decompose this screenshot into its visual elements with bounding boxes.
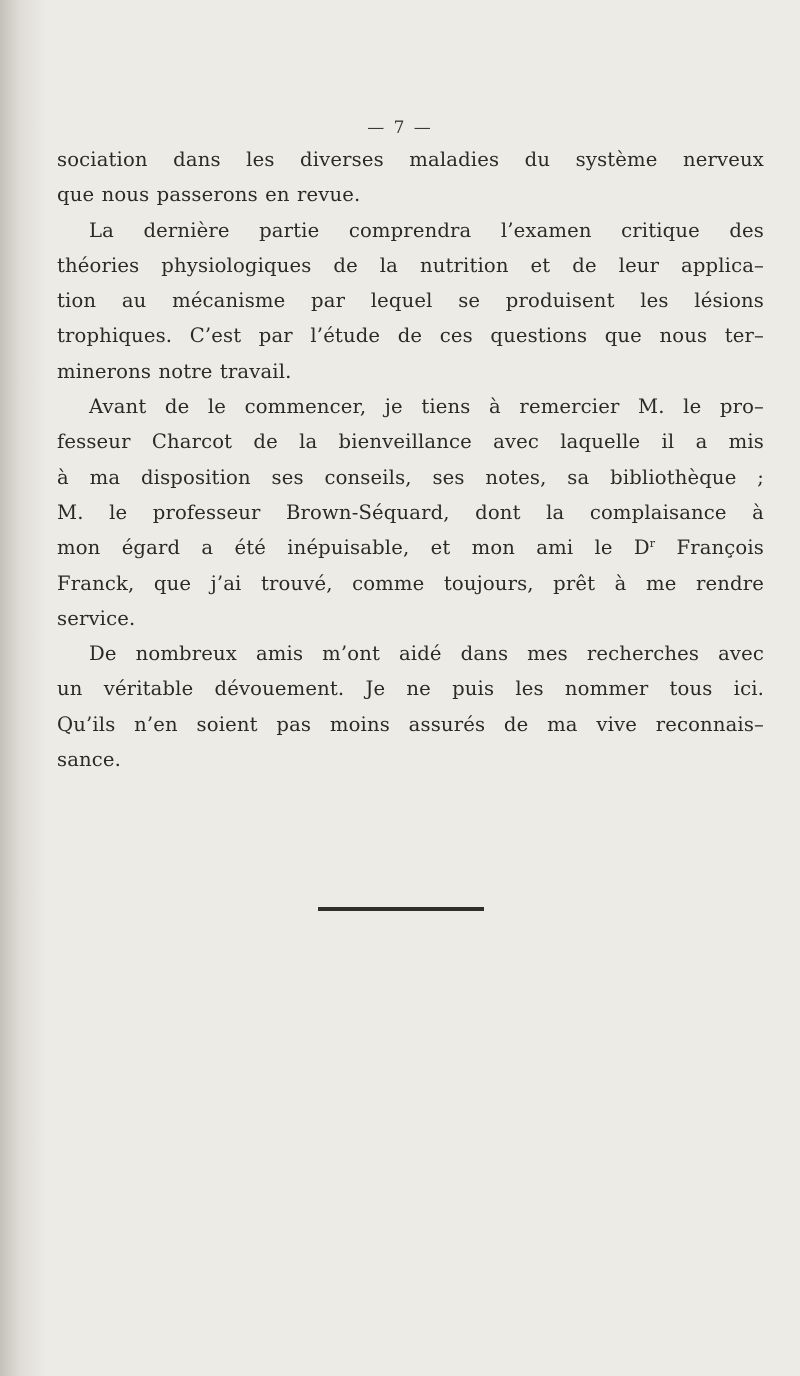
text-line: fesseur Charcot de la bienveillance avec laquelle il a mis — [57, 430, 764, 454]
text-line — [57, 530, 764, 565]
text-line: à ma disposition ses conseils, ses notes, sa bibliothèque ; — [57, 465, 764, 489]
section-divider — [318, 907, 484, 911]
text-line: tion au mécanisme par lequel se produisent les lésions — [57, 289, 764, 313]
superscript: r — [649, 537, 656, 551]
body-text — [57, 142, 764, 777]
text-line: sance. — [57, 748, 122, 772]
text-segment: mon égard a été inépuisable, et mon ami le D — [57, 536, 650, 560]
text-line: un véritable dévouement. Je ne puis les nommer tous ici. — [57, 677, 764, 701]
text-line: M. le professeur Brown-Séquard, dont la complaisance à — [57, 500, 764, 524]
text-line: que nous passerons en revue. — [57, 183, 361, 207]
text-line: Franck, que j’ai trouvé, comme toujours, prêt à me rendre — [57, 571, 764, 595]
text-line: minerons notre travail. — [57, 359, 292, 383]
text-line: De nombreux amis m’ont aidé dans mes recherches avec — [89, 642, 764, 666]
text-line: trophiques. C’est par l’étude de ces questions que nous ter– — [57, 324, 764, 348]
text-line: théories physiologiques de la nutrition et de leur applica– — [57, 253, 764, 277]
text-line: Avant de le commencer, je tiens à remercier M. le pro– — [89, 395, 764, 419]
text-segment: François — [655, 536, 765, 560]
page-number: — 7 — — [367, 118, 433, 138]
text-line: sociation dans les diverses maladies du système nerveux — [57, 148, 764, 171]
text-line: Qu’ils n’en soient pas moins assurés de ma vive reconnais– — [57, 712, 764, 736]
text-line: La dernière partie comprendra l’examen critique des — [89, 218, 764, 242]
text-line: service. — [57, 606, 136, 630]
